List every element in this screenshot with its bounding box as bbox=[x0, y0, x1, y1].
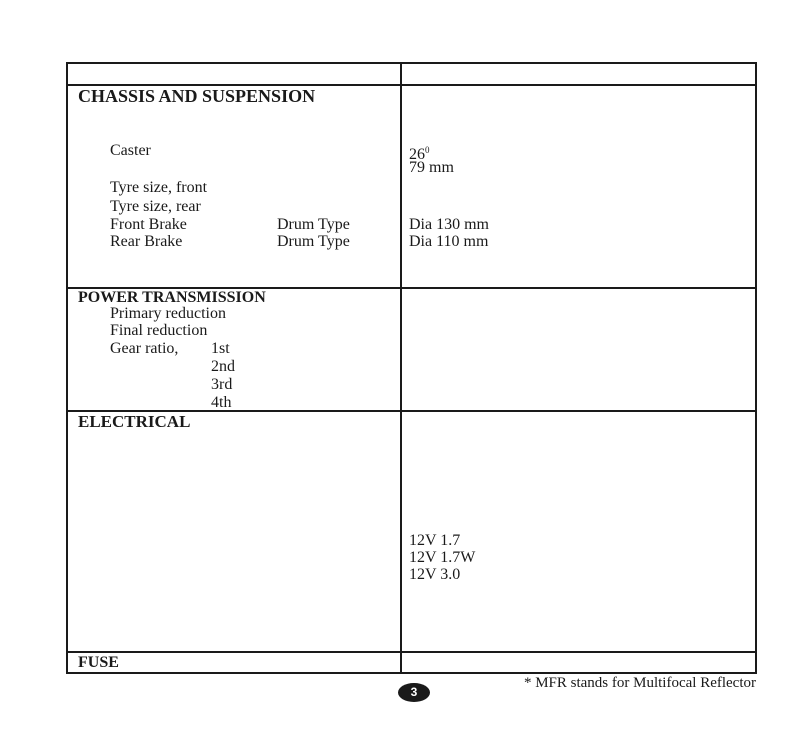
caster-value-degree: 0 bbox=[425, 145, 430, 155]
gear-ratio-label: Gear ratio, bbox=[110, 340, 179, 357]
gear-3rd: 3rd bbox=[211, 376, 233, 393]
rear-brake-label: Rear Brake bbox=[110, 233, 183, 250]
rear-brake-value: Dia 110 mm bbox=[409, 233, 489, 250]
footnote-mfr: * MFR stands for Multifocal Reflector bbox=[523, 675, 756, 691]
gear-4th: 4th bbox=[211, 394, 232, 411]
table-divider-electrical bbox=[66, 651, 757, 653]
table-border-top bbox=[66, 62, 757, 64]
front-brake-value: Dia 130 mm bbox=[409, 216, 489, 233]
tyre-rear-label: Tyre size, rear bbox=[110, 198, 201, 215]
rear-brake-type: Drum Type bbox=[277, 233, 350, 250]
electrical-value-1: 12V 1.7 bbox=[409, 532, 461, 549]
trail-value: 79 mm bbox=[409, 159, 454, 176]
gear-1st: 1st bbox=[211, 340, 230, 357]
table-border-right bbox=[755, 62, 757, 674]
page-number-badge: 3 bbox=[398, 683, 430, 702]
power-section-title: POWER TRANSMISSION bbox=[78, 289, 266, 306]
caster-label: Caster bbox=[110, 142, 151, 159]
electrical-value-2: 12V 1.7W bbox=[409, 549, 476, 566]
table-border-left bbox=[66, 62, 68, 674]
final-reduction-label: Final reduction bbox=[110, 322, 208, 339]
chassis-section-title: CHASSIS AND SUSPENSION bbox=[78, 86, 316, 106]
table-border-bottom bbox=[66, 672, 757, 674]
electrical-section-title: ELECTRICAL bbox=[78, 412, 191, 431]
fuse-section-title: FUSE bbox=[78, 654, 119, 671]
primary-reduction-label: Primary reduction bbox=[110, 305, 226, 322]
electrical-value-3: 12V 3.0 bbox=[409, 566, 461, 583]
front-brake-label: Front Brake bbox=[110, 216, 187, 233]
tyre-front-label: Tyre size, front bbox=[110, 179, 208, 196]
gear-2nd: 2nd bbox=[211, 358, 235, 375]
caster-value-number: 26 bbox=[409, 146, 425, 163]
front-brake-type: Drum Type bbox=[277, 216, 350, 233]
table-divider-column bbox=[400, 62, 402, 674]
